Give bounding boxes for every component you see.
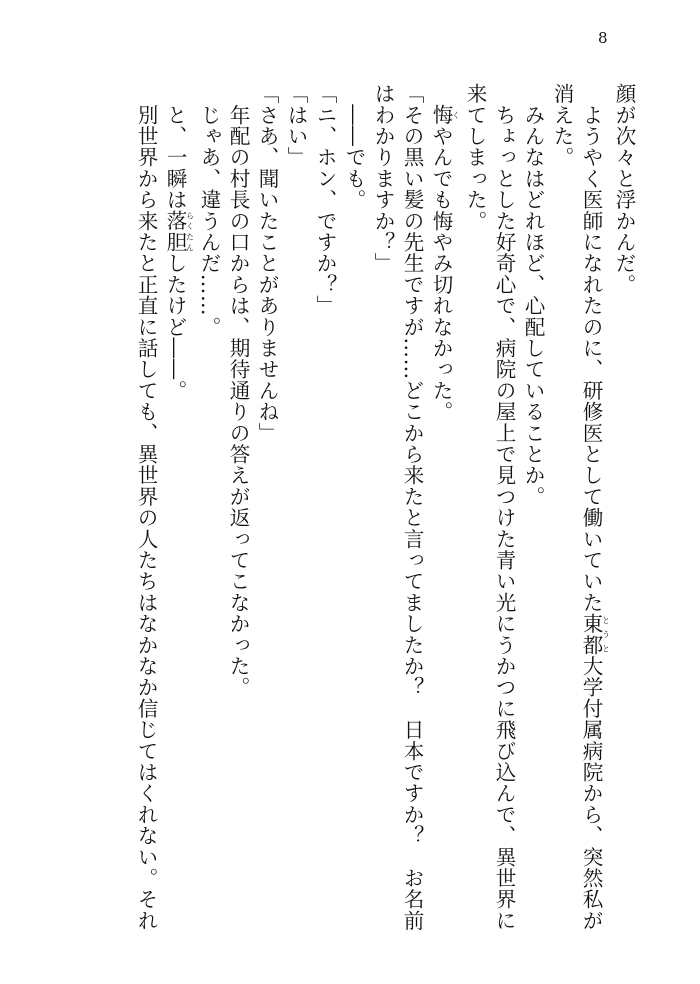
text-segment: じゃあ、違うんだ……。 <box>197 83 221 338</box>
text-line <box>490 83 518 931</box>
text-segment: 別世界から来たと正直に話しても、異世界の人たちはなかなか信じてはくれない。それ <box>134 83 158 931</box>
text-segment: 消えた。 <box>550 83 574 168</box>
text-line <box>427 83 460 923</box>
ruby-base: 落胆 <box>163 210 187 253</box>
text-line <box>610 83 638 923</box>
text-segment: はわかりますか？」 <box>371 83 395 274</box>
text-line <box>398 83 426 931</box>
ruby-reading: く <box>451 104 461 126</box>
text-line <box>311 83 339 923</box>
text-segment: ちょっとした好奇心で、病院の屋上で見つけた青い光にうかつに飛び込んで、異世界に <box>492 83 516 931</box>
ruby-annotation <box>163 210 195 253</box>
text-line <box>548 83 576 923</box>
text-line <box>340 83 368 923</box>
text-line <box>282 83 310 923</box>
text-line <box>369 83 397 923</box>
text-segment: 大学付属病院から、突然私が <box>579 655 603 932</box>
ruby-annotation <box>579 613 611 656</box>
text-segment: 来てしまった。 <box>463 83 487 232</box>
ruby-reading: らくたん <box>185 210 195 253</box>
text-line <box>161 83 194 923</box>
text-line <box>577 83 611 932</box>
text-line <box>132 83 160 931</box>
text-segment: ――でも。 <box>342 83 366 211</box>
text-segment: ようやく医師になれたのに、研修医として働いていた <box>579 83 603 613</box>
text-segment: と、一瞬は <box>163 83 187 211</box>
text-line <box>195 83 223 923</box>
ruby-reading: とうと <box>601 613 611 656</box>
text-line <box>253 83 281 923</box>
ruby-base: 悔 <box>429 104 453 126</box>
text-segment: 顔が次々と浮かんだ。 <box>612 83 636 295</box>
text-segment: やんでも悔やみ切れなかった。 <box>429 125 453 423</box>
text-segment: みんなはどれほど、心配していることか。 <box>521 83 545 507</box>
ruby-base: 東都 <box>579 613 603 656</box>
text-line <box>224 83 252 923</box>
text-segment: 「はい」 <box>284 83 308 168</box>
text-segment: 「さあ、聞いたことがありませんね」 <box>255 83 279 444</box>
ruby-annotation <box>429 104 461 126</box>
text-segment: 年配の村長の口からは、期待通りの答えが返ってこなかった。 <box>226 83 250 698</box>
text-segment: 「その黒い髪の先生ですが……どこから来たと言ってましたか？ 日本ですか？ お名前 <box>400 83 424 931</box>
text-segment: 「ニ、ホン、ですか？」 <box>313 83 337 317</box>
text-segment <box>429 83 453 104</box>
body-text <box>131 83 638 932</box>
text-line <box>461 83 489 923</box>
page-number: 8 <box>598 29 608 47</box>
text-line <box>519 83 547 923</box>
text-segment: したけど――。 <box>163 252 187 401</box>
